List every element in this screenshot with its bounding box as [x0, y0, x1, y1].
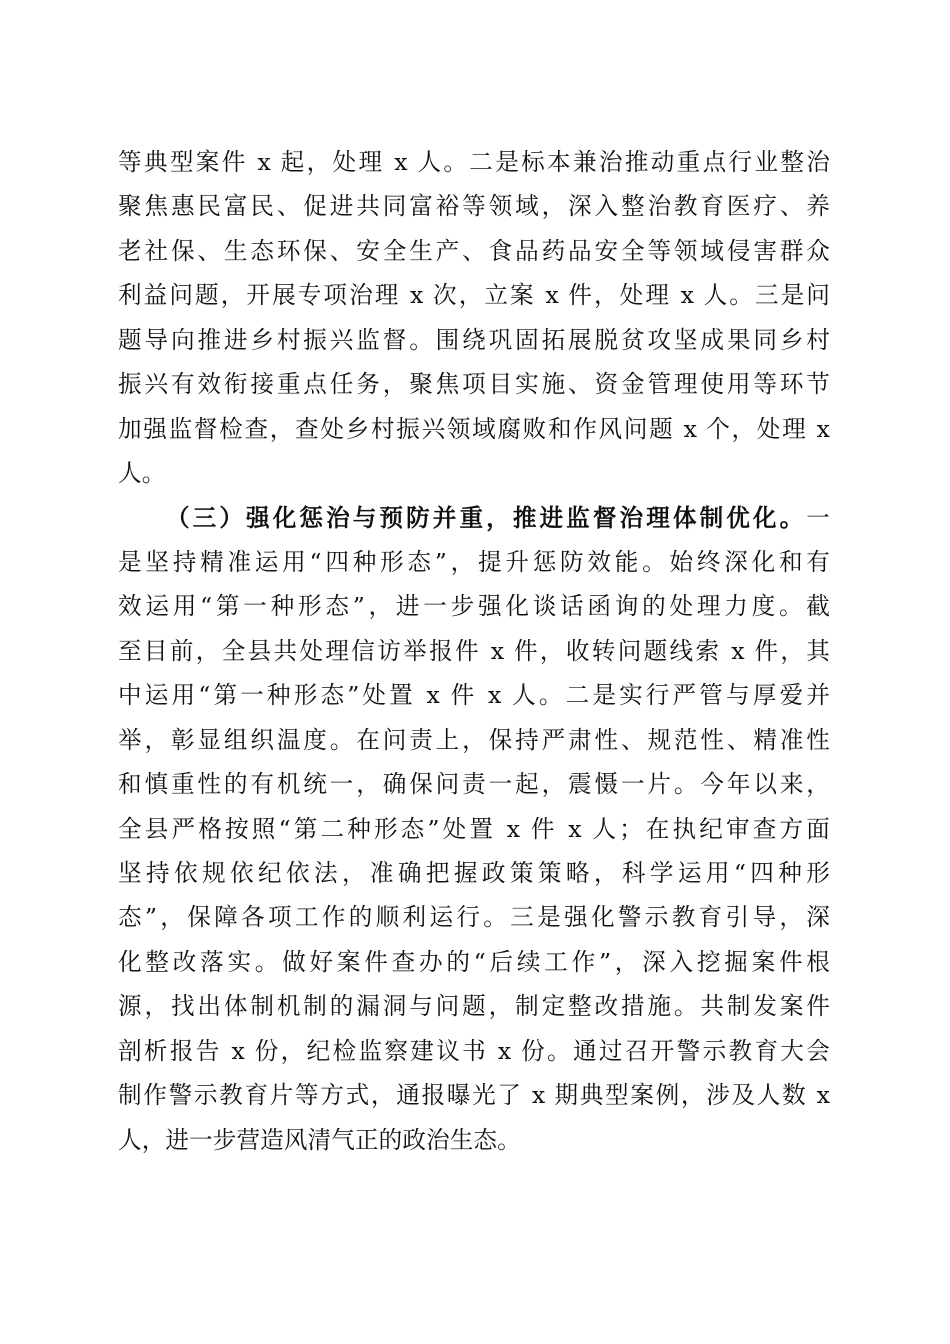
text-line: 聚焦惠民富民、促进共同富裕等领域，深入整治教育医疗、养	[118, 192, 830, 221]
text-line: 老社保、生态环保、安全生产、食品药品安全等领域侵害群众	[118, 236, 830, 265]
text-line: 举，彰显组织温度。在问责上，保持严肃性、规范性、精准性	[118, 725, 830, 754]
text-line: 效运用“第一种形态”，进一步强化谈话函询的处理力度。截	[118, 592, 830, 621]
text-line: 人。	[118, 459, 166, 488]
text-line: 加强监督检查，查处乡村振兴领域腐败和作风问题 x 个，处理 x	[118, 414, 830, 443]
text-run: 一	[806, 503, 830, 532]
paragraph-punishment-prevention	[118, 496, 830, 1163]
text-line: 化整改落实。做好案件查办的“后续工作”，深入挖掘案件根	[118, 947, 830, 976]
text-line: 全县严格按照“第二种形态”处置 x 件 x 人；在执纪审查方面	[118, 814, 830, 843]
document-page	[118, 140, 830, 1162]
text-line: 利益问题，开展专项治理 x 次，立案 x 件，处理 x 人。三是问	[118, 281, 830, 310]
text-line: 制作警示教育片等方式，通报曝光了 x 期典型案例，涉及人数 x	[118, 1081, 830, 1110]
text-line: 中运用“第一种形态”处置 x 件 x 人。二是实行严管与厚爱并	[118, 681, 830, 710]
text-line: 坚持依规依纪依法，准确把握政策策略，科学运用“四种形	[118, 859, 830, 887]
text-line: 源，找出体制机制的漏洞与问题，制定整改措施。共制发案件	[118, 992, 830, 1021]
text-line: 至目前，全县共处理信访举报件 x 件，收转问题线索 x 件，其	[118, 636, 830, 665]
text-line: 人，进一步营造风清气正的政治生态。	[118, 1125, 521, 1154]
paragraph-rural-supervision	[118, 140, 830, 496]
text-line: 和慎重性的有机统一，确保问责一起，震慑一片。今年以来，	[118, 770, 830, 799]
text-line: 态”，保障各项工作的顺利运行。三是强化警示教育引导，深	[118, 903, 830, 932]
text-line: 题导向推进乡村振兴监督。围绕巩固拓展脱贫攻坚成果同乡村	[118, 325, 830, 354]
text-line: 等典型案件 x 起，处理 x 人。二是标本兼治推动重点行业整治	[118, 148, 830, 176]
section-heading: （三）强化惩治与预防并重，推进监督治理体制优化。	[166, 503, 807, 532]
text-line: 振兴有效衔接重点任务，聚焦项目实施、资金管理使用等环节	[118, 370, 830, 399]
text-line: 是坚持精准运用“四种形态”，提升惩防效能。始终深化和有	[118, 547, 830, 576]
text-line: 剖析报告 x 份，纪检监察建议书 x 份。通过召开警示教育大会	[118, 1036, 830, 1065]
paragraph-first-line	[118, 496, 830, 540]
